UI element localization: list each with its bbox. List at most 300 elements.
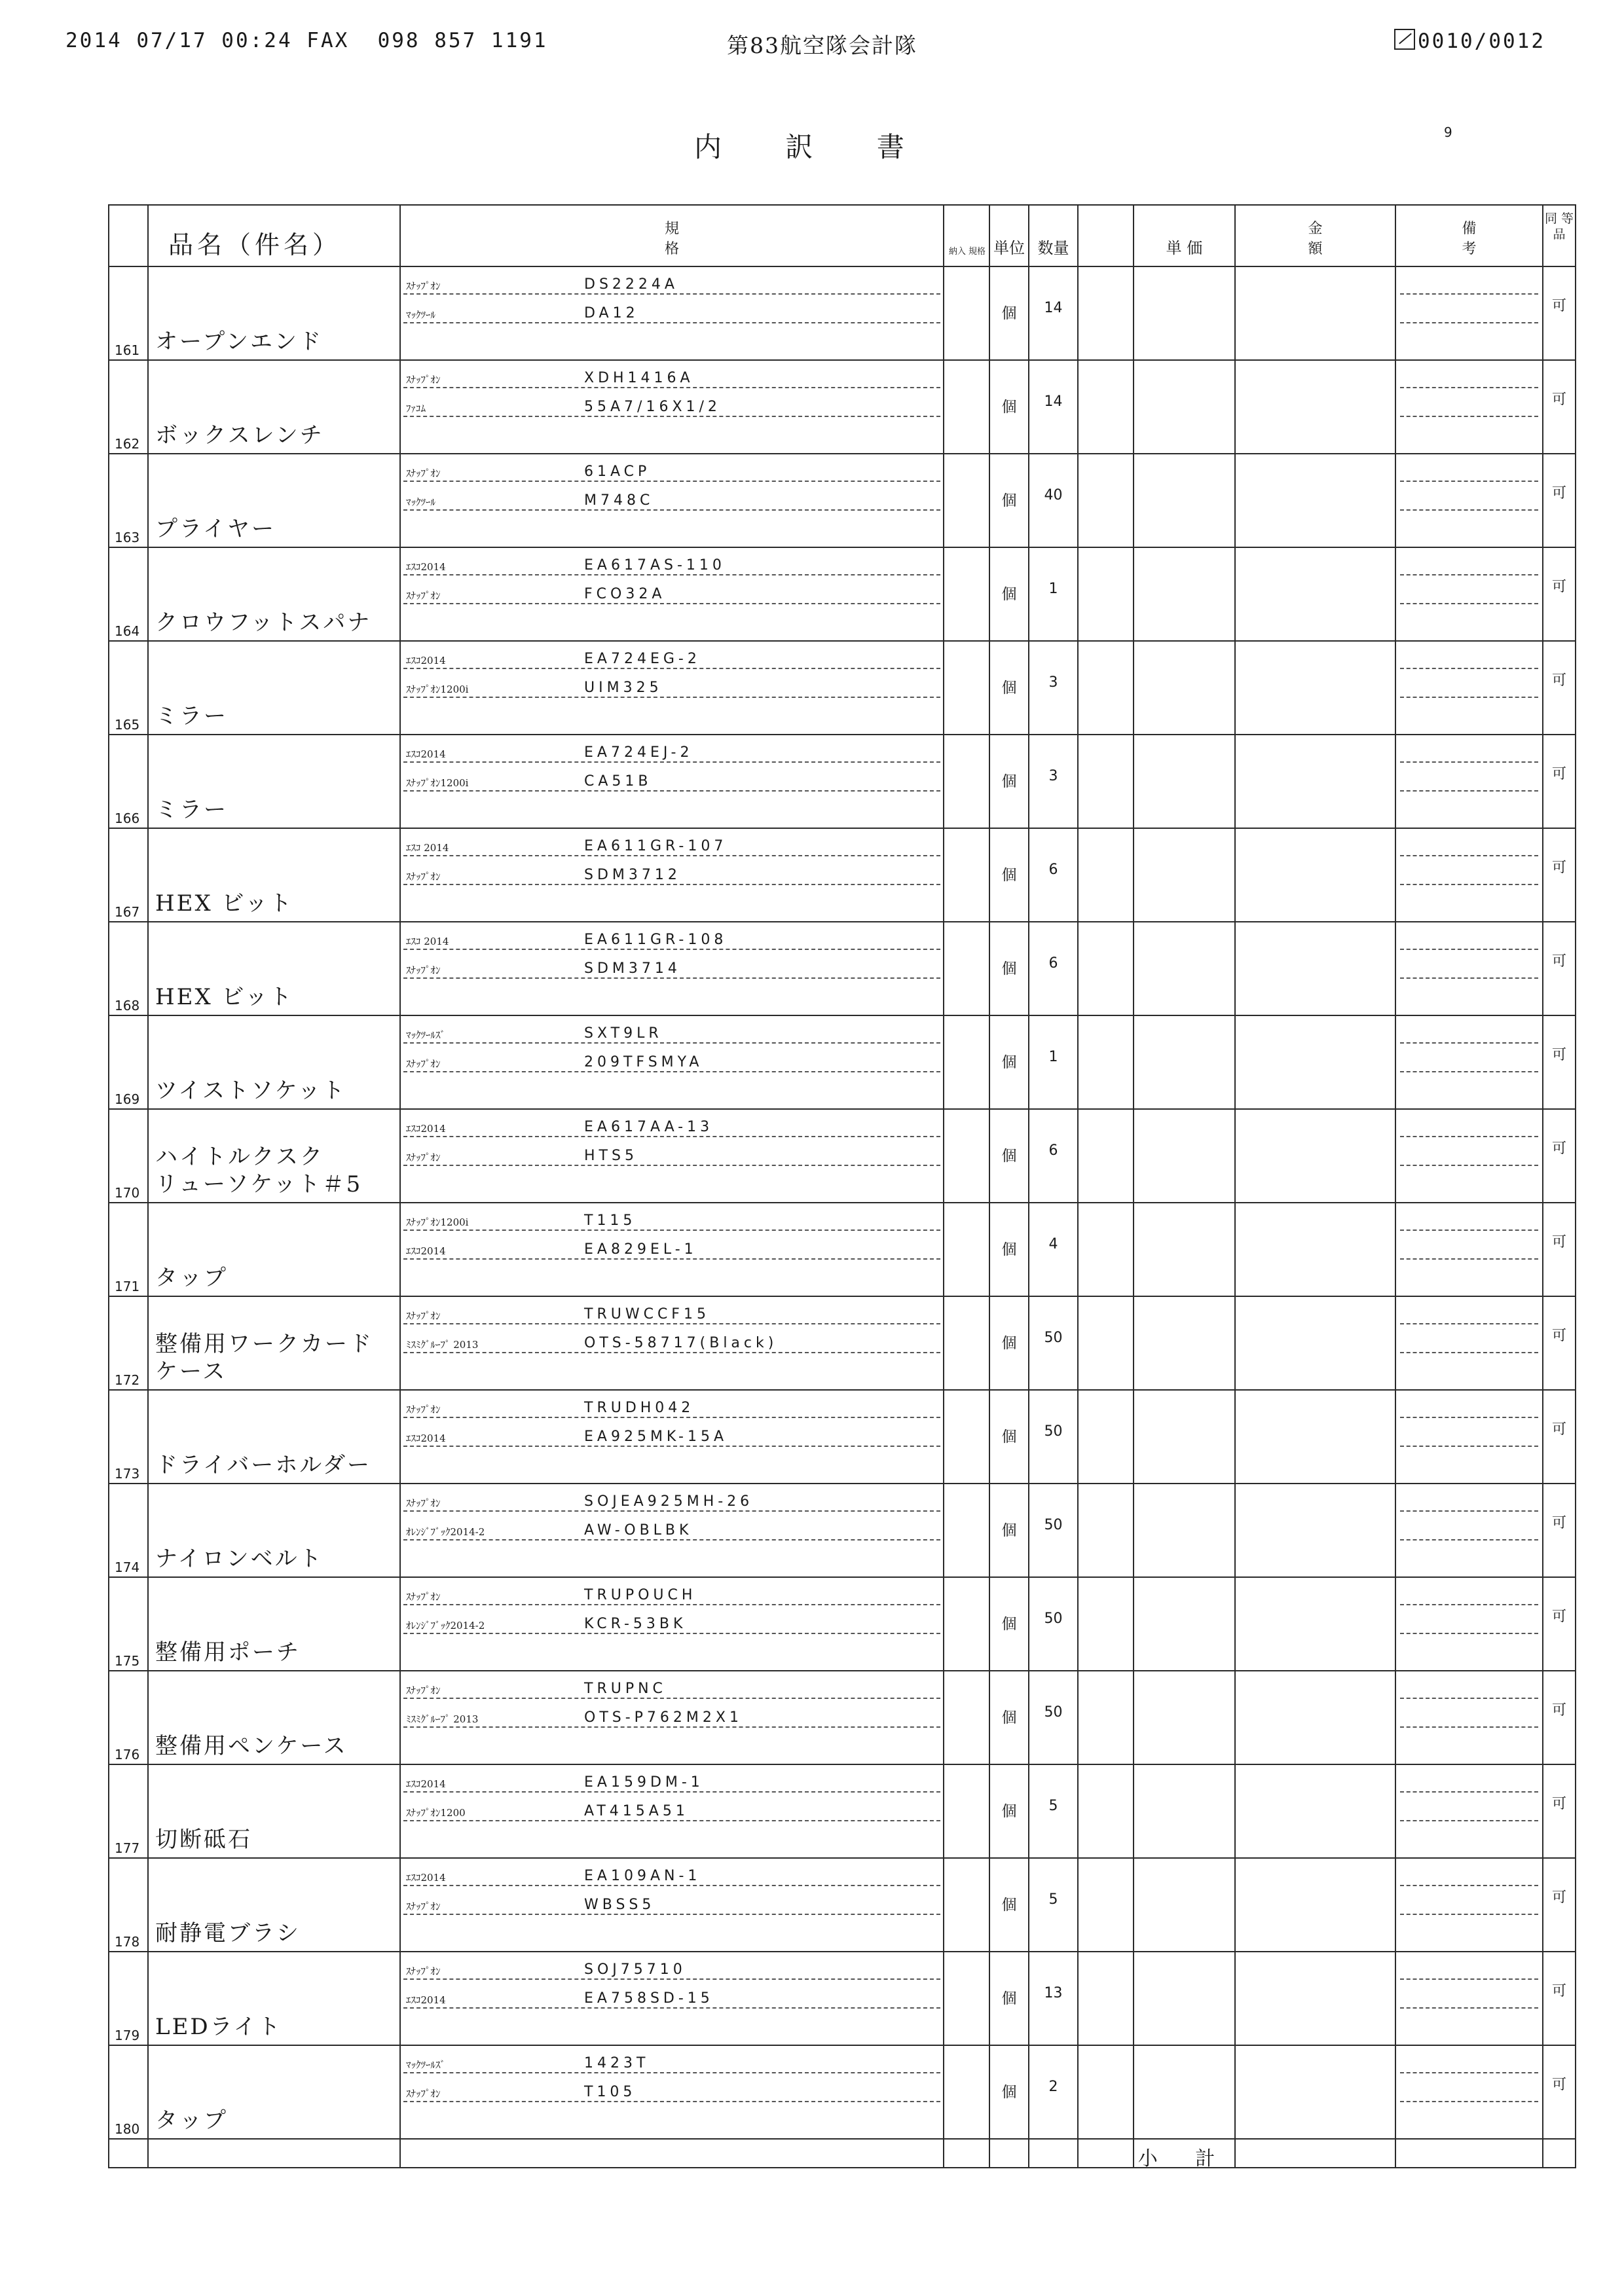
item-spec-cell (400, 1390, 944, 1484)
subtotal-label: 小 計 (1137, 2147, 1231, 2170)
part-number-2: FCO32A (584, 586, 666, 602)
item-number-cell (109, 454, 148, 547)
spec-dotted-line (403, 884, 940, 885)
note-dotted-line (1400, 387, 1538, 388)
item-name-cell (148, 1484, 400, 1577)
item-number-cell (109, 1577, 148, 1671)
equivalent-value: 可 (1551, 2077, 1566, 2093)
spec-dotted-line (403, 761, 940, 763)
equivalent-cell (1543, 1390, 1576, 1484)
item-name-cell (148, 1952, 400, 2045)
unit-value: 個 (1001, 1335, 1017, 1352)
table-row (109, 1296, 1576, 1390)
maker-1: ｴｽｺ2014 (406, 1123, 446, 1135)
item-number: 177 (115, 1840, 140, 1856)
delivery-cell (944, 1671, 989, 1764)
note-cell (1395, 1109, 1543, 1203)
equivalent-value: 可 (1551, 1796, 1566, 1812)
header-delivery: 納入 規格 (944, 205, 989, 266)
part-number-1: T115 (584, 1212, 637, 1229)
item-name-cell (148, 2045, 400, 2139)
qty-cell (1029, 1109, 1078, 1203)
subtotal-blank (148, 2139, 400, 2168)
unit-cell (989, 1203, 1029, 1296)
note-dotted-line (1400, 1978, 1538, 1980)
qty-value: 6 (1048, 1142, 1058, 1159)
price-cell (1134, 828, 1235, 922)
subtotal-blank (400, 2139, 944, 2168)
spec-dotted-line (403, 1914, 940, 1915)
note-cell (1395, 1484, 1543, 1577)
item-name: HEX ビット (155, 890, 294, 917)
note-cell (1395, 1952, 1543, 2045)
qty-cell (1029, 828, 1078, 922)
qty-value: 1 (1048, 581, 1058, 597)
spec-dotted-line (403, 1258, 940, 1260)
table-header-row (109, 205, 1576, 266)
delivery-cell (944, 547, 989, 641)
amount-cell (1235, 2045, 1395, 2139)
unit-cell (989, 1015, 1029, 1109)
qty-cell (1029, 1858, 1078, 1952)
item-spec-cell (400, 922, 944, 1015)
note-dotted-line (1400, 884, 1538, 885)
qty-value: 4 (1048, 1236, 1058, 1252)
part-number-1: SOJEA925MH-26 (584, 1493, 754, 1510)
part-number-2: OTS-P762M2X1 (584, 1709, 743, 1726)
note-cell (1395, 1858, 1543, 1952)
blank-cell (1078, 828, 1134, 922)
qty-value: 14 (1044, 300, 1063, 316)
item-spec-cell (400, 1952, 944, 2045)
delivery-cell (944, 1296, 989, 1390)
item-name: オープンエンド (155, 329, 323, 355)
unit-value: 個 (1001, 1897, 1017, 1914)
fax-page-counter-text: 0010/0012 (1418, 29, 1545, 53)
subtotal-blank (1395, 2139, 1543, 2168)
unit-cell (989, 641, 1029, 735)
item-number: 176 (115, 1747, 140, 1762)
part-number-2: OTS-58717(Black) (584, 1335, 778, 1351)
qty-cell (1029, 1671, 1078, 1764)
fax-header (65, 29, 1545, 68)
maker-1: ｴｽｺ2014 (406, 561, 446, 573)
note-dotted-line (1400, 1726, 1538, 1728)
part-number-1: EA724EG-2 (584, 651, 701, 667)
note-dotted-line (1400, 668, 1538, 669)
note-dotted-line (1400, 322, 1538, 323)
note-cell (1395, 547, 1543, 641)
note-dotted-line (1400, 1885, 1538, 1886)
note-dotted-line (1400, 1604, 1538, 1605)
price-cell (1134, 1296, 1235, 1390)
price-cell (1134, 2045, 1235, 2139)
part-number-2: HTS5 (584, 1148, 638, 1164)
qty-cell (1029, 1952, 1078, 2045)
item-number: 166 (115, 811, 140, 826)
equivalent-cell (1543, 1858, 1576, 1952)
item-name: ナイロンベルト (155, 1546, 323, 1572)
unit-value: 個 (1001, 1429, 1017, 1446)
unit-value: 個 (1001, 1148, 1017, 1165)
spec-dotted-line (403, 1726, 940, 1728)
unit-cell (989, 922, 1029, 1015)
item-number: 164 (115, 623, 140, 639)
maker-2: ｽﾅｯﾌﾟｵﾝ (406, 1058, 441, 1070)
equivalent-value: 可 (1551, 953, 1566, 970)
part-number-2: SDM3714 (584, 960, 681, 977)
delivery-cell (944, 1952, 989, 2045)
item-name-cell (148, 828, 400, 922)
note-dotted-line (1400, 977, 1538, 979)
spec-dotted-line (403, 1978, 940, 1980)
spec-dotted-line (403, 790, 940, 792)
equivalent-value: 可 (1551, 1234, 1566, 1250)
maker-2: ﾌｧｺﾑ (406, 403, 426, 414)
maker-2: ｴｽｺ2014 (406, 1432, 446, 1444)
qty-cell (1029, 2045, 1078, 2139)
subtotal-blank (989, 2139, 1029, 2168)
item-number: 168 (115, 998, 140, 1013)
breakdown-table (108, 204, 1576, 2168)
header-blank (1078, 205, 1134, 266)
item-spec-cell (400, 1296, 944, 1390)
spec-dotted-line (403, 1604, 940, 1605)
item-name-cell (148, 922, 400, 1015)
equivalent-cell (1543, 454, 1576, 547)
item-spec-cell (400, 1764, 944, 1858)
subtotal-blank (109, 2139, 148, 2168)
spec-dotted-line (403, 1539, 940, 1540)
page-number: 9 (1444, 124, 1452, 140)
item-spec-cell (400, 1671, 944, 1764)
header-equivalent: 同 等 品 (1543, 205, 1576, 266)
maker-1: ｽﾅｯﾌﾟｵﾝ (406, 1310, 441, 1322)
part-number-1: EA109AN-1 (584, 1868, 701, 1884)
item-spec-cell (400, 266, 944, 360)
maker-2: ﾐｽﾐｸﾞﾙｰﾌﾟ 2013 (406, 1713, 479, 1725)
amount-cell (1235, 1764, 1395, 1858)
item-number: 174 (115, 1559, 140, 1575)
amount-cell (1235, 1577, 1395, 1671)
delivery-cell (944, 735, 989, 828)
part-number-2: T105 (584, 2084, 637, 2100)
item-spec-cell (400, 360, 944, 454)
item-number: 163 (115, 530, 140, 545)
blank-cell (1078, 454, 1134, 547)
note-dotted-line (1400, 949, 1538, 950)
table-row (109, 828, 1576, 922)
part-number-2: UIM325 (584, 680, 663, 696)
spec-dotted-line (403, 1820, 940, 1821)
spec-dotted-line (403, 1791, 940, 1793)
qty-value: 2 (1048, 2079, 1058, 2095)
amount-cell (1235, 1484, 1395, 1577)
amount-cell (1235, 1203, 1395, 1296)
qty-value: 14 (1044, 393, 1063, 410)
item-number: 173 (115, 1466, 140, 1482)
unit-value: 個 (1001, 1522, 1017, 1539)
amount-cell (1235, 454, 1395, 547)
spec-dotted-line (403, 387, 940, 388)
equivalent-value: 可 (1551, 298, 1566, 314)
note-dotted-line (1400, 1258, 1538, 1260)
item-number-cell (109, 1858, 148, 1952)
item-spec-cell (400, 547, 944, 641)
delivery-cell (944, 828, 989, 922)
price-cell (1134, 1671, 1235, 1764)
equivalent-cell (1543, 2045, 1576, 2139)
note-dotted-line (1400, 603, 1538, 604)
item-number: 167 (115, 904, 140, 920)
maker-2: ｴｽｺ2014 (406, 1245, 446, 1257)
note-dotted-line (1400, 293, 1538, 295)
equivalent-value: 可 (1551, 579, 1566, 595)
item-number-cell (109, 1671, 148, 1764)
qty-cell (1029, 1296, 1078, 1390)
spec-dotted-line (403, 1230, 940, 1231)
part-number-1: TRUPOUCH (584, 1587, 697, 1603)
note-dotted-line (1400, 1042, 1538, 1044)
maker-2: ｽﾅｯﾌﾟｵﾝ (406, 2088, 441, 2100)
delivery-cell (944, 266, 989, 360)
part-number-2: SDM3712 (584, 867, 681, 883)
item-number: 178 (115, 1934, 140, 1950)
part-number-2: 209TFSMYA (584, 1054, 703, 1070)
price-cell (1134, 1764, 1235, 1858)
note-cell (1395, 922, 1543, 1015)
amount-cell (1235, 735, 1395, 828)
qty-cell (1029, 266, 1078, 360)
amount-cell (1235, 1390, 1395, 1484)
part-number-2: EA829EL-1 (584, 1241, 697, 1258)
item-name-cell (148, 1203, 400, 1296)
spec-dotted-line (403, 574, 940, 575)
note-dotted-line (1400, 1165, 1538, 1166)
unit-cell (989, 1484, 1029, 1577)
qty-value: 40 (1044, 487, 1063, 503)
table-row (109, 1952, 1576, 2045)
blank-cell (1078, 1109, 1134, 1203)
equivalent-value: 可 (1551, 1047, 1566, 1063)
maker-1: ﾏｯｸﾂｰﾙｽﾞ (406, 1029, 446, 1041)
table-row (109, 266, 1576, 360)
price-cell (1134, 1952, 1235, 2045)
spec-dotted-line (403, 1633, 940, 1634)
qty-value: 6 (1048, 955, 1058, 972)
note-dotted-line (1400, 1417, 1538, 1418)
item-name-cell (148, 1015, 400, 1109)
note-dotted-line (1400, 1352, 1538, 1353)
maker-1: ｴｽｺ2014 (406, 1872, 446, 1884)
item-name-cell (148, 1858, 400, 1952)
part-number-2: CA51B (584, 773, 652, 790)
price-cell (1134, 454, 1235, 547)
item-number-cell (109, 1484, 148, 1577)
delivery-cell (944, 1015, 989, 1109)
qty-cell (1029, 360, 1078, 454)
item-number-cell (109, 547, 148, 641)
spec-dotted-line (403, 1165, 940, 1166)
item-name: HEX ビット (155, 984, 294, 1010)
delivery-cell (944, 1109, 989, 1203)
header-spec: 規 格 (400, 205, 944, 266)
price-cell (1134, 547, 1235, 641)
part-number-2: KCR-53BK (584, 1616, 687, 1632)
table-row (109, 454, 1576, 547)
item-name: ドライバーホルダー (155, 1452, 371, 1478)
blank-cell (1078, 1015, 1134, 1109)
delivery-cell (944, 641, 989, 735)
item-number-cell (109, 828, 148, 922)
maker-2: ｽﾅｯﾌﾟｵﾝ (406, 1901, 441, 1912)
amount-cell (1235, 1296, 1395, 1390)
note-dotted-line (1400, 1510, 1538, 1512)
spec-dotted-line (403, 1885, 940, 1886)
unit-value: 個 (1001, 305, 1017, 322)
item-spec-cell (400, 1109, 944, 1203)
item-number-cell (109, 266, 148, 360)
item-name: ハイトルクスク リューソケット＃5 (155, 1144, 363, 1197)
subtotal-blank (944, 2139, 989, 2168)
qty-cell (1029, 1577, 1078, 1671)
fax-timestamp-line: 2014 07/17 00:24 FAX 098 857 1191 (65, 29, 548, 52)
unit-cell (989, 1577, 1029, 1671)
item-name-cell (148, 1671, 400, 1764)
unit-value: 個 (1001, 1241, 1017, 1258)
unit-value: 個 (1001, 1990, 1017, 2007)
spec-dotted-line (403, 2072, 940, 2073)
part-number-1: 1423T (584, 2055, 650, 2071)
table-row (109, 1858, 1576, 1952)
note-cell (1395, 266, 1543, 360)
maker-1: ｽﾅｯﾌﾟｵﾝ (406, 280, 441, 292)
spec-dotted-line (403, 2007, 940, 2009)
delivery-cell (944, 2045, 989, 2139)
table-row (109, 1109, 1576, 1203)
spec-dotted-line (403, 293, 940, 295)
unit-cell (989, 1671, 1029, 1764)
table-row (109, 922, 1576, 1015)
item-number: 179 (115, 2028, 140, 2043)
equivalent-cell (1543, 547, 1576, 641)
equivalent-cell (1543, 735, 1576, 828)
equivalent-cell (1543, 1577, 1576, 1671)
header-number (109, 205, 148, 266)
header-name: 品名（件名） (148, 205, 400, 266)
maker-1: ﾏｯｸﾂｰﾙｽﾞ (406, 2059, 446, 2071)
part-number-1: EA611GR-107 (584, 838, 728, 854)
part-number-1: EA611GR-108 (584, 932, 728, 948)
table-row (109, 2045, 1576, 2139)
subtotal-row (109, 2139, 1576, 2168)
qty-cell (1029, 454, 1078, 547)
equivalent-cell (1543, 1203, 1576, 1296)
item-number-cell (109, 2045, 148, 2139)
item-name-cell (148, 1764, 400, 1858)
equivalent-cell (1543, 1671, 1576, 1764)
note-cell (1395, 1577, 1543, 1671)
blank-cell (1078, 1203, 1134, 1296)
note-dotted-line (1400, 1698, 1538, 1699)
equivalent-value: 可 (1551, 860, 1566, 876)
equivalent-value: 可 (1551, 1515, 1566, 1531)
part-number-1: DS2224A (584, 276, 678, 293)
part-number-1: EA724EJ-2 (584, 744, 693, 761)
equivalent-value: 可 (1551, 672, 1566, 689)
note-dotted-line (1400, 1914, 1538, 1915)
equivalent-value: 可 (1551, 1609, 1566, 1625)
item-name: タップ (155, 1265, 228, 1291)
item-name: 整備用ポーチ (155, 1639, 301, 1666)
spec-dotted-line (403, 322, 940, 323)
qty-value: 5 (1048, 1798, 1058, 1814)
item-name: 切断砥石 (155, 1827, 252, 1853)
maker-2: ｽﾅｯﾌﾟｵﾝ (406, 964, 441, 976)
equivalent-cell (1543, 828, 1576, 922)
unit-cell (989, 360, 1029, 454)
blank-cell (1078, 735, 1134, 828)
item-number-cell (109, 1390, 148, 1484)
item-number: 171 (115, 1279, 140, 1294)
amount-cell (1235, 547, 1395, 641)
delivery-cell (944, 1858, 989, 1952)
price-cell (1134, 1109, 1235, 1203)
equivalent-cell (1543, 266, 1576, 360)
maker-2: ｽﾅｯﾌﾟｵﾝ1200 (406, 1807, 466, 1819)
unit-value: 個 (1001, 960, 1017, 977)
note-cell (1395, 454, 1543, 547)
maker-1: ｽﾅｯﾌﾟｵﾝ (406, 1497, 441, 1509)
qty-cell (1029, 735, 1078, 828)
unit-cell (989, 1109, 1029, 1203)
delivery-cell (944, 922, 989, 1015)
spec-dotted-line (403, 1417, 940, 1418)
note-dotted-line (1400, 1230, 1538, 1231)
item-number-cell (109, 360, 148, 454)
note-dotted-line (1400, 1071, 1538, 1072)
note-cell (1395, 1764, 1543, 1858)
delivery-cell (944, 1577, 989, 1671)
blank-cell (1078, 1577, 1134, 1671)
item-name-cell (148, 360, 400, 454)
amount-cell (1235, 1671, 1395, 1764)
unit-value: 個 (1001, 680, 1017, 697)
delivery-cell (944, 1390, 989, 1484)
item-name-cell (148, 1296, 400, 1390)
equivalent-value: 可 (1551, 1983, 1566, 1999)
blank-cell (1078, 266, 1134, 360)
unit-value: 個 (1001, 773, 1017, 790)
maker-1: ｴｽｺ2014 (406, 655, 446, 666)
item-number-cell (109, 922, 148, 1015)
maker-1: ｽﾅｯﾌﾟｵﾝ (406, 1965, 441, 1977)
item-name-cell (148, 266, 400, 360)
note-dotted-line (1400, 481, 1538, 482)
fax-page-counter (1394, 29, 1545, 53)
maker-1: ｴｽｺ 2014 (406, 842, 449, 854)
item-spec-cell (400, 1203, 944, 1296)
price-cell (1134, 1577, 1235, 1671)
qty-value: 5 (1048, 1891, 1058, 1908)
price-cell (1134, 1858, 1235, 1952)
unit-value: 個 (1001, 1054, 1017, 1071)
blank-cell (1078, 922, 1134, 1015)
qty-cell (1029, 641, 1078, 735)
blank-cell (1078, 2045, 1134, 2139)
spec-dotted-line (403, 1136, 940, 1137)
note-dotted-line (1400, 761, 1538, 763)
